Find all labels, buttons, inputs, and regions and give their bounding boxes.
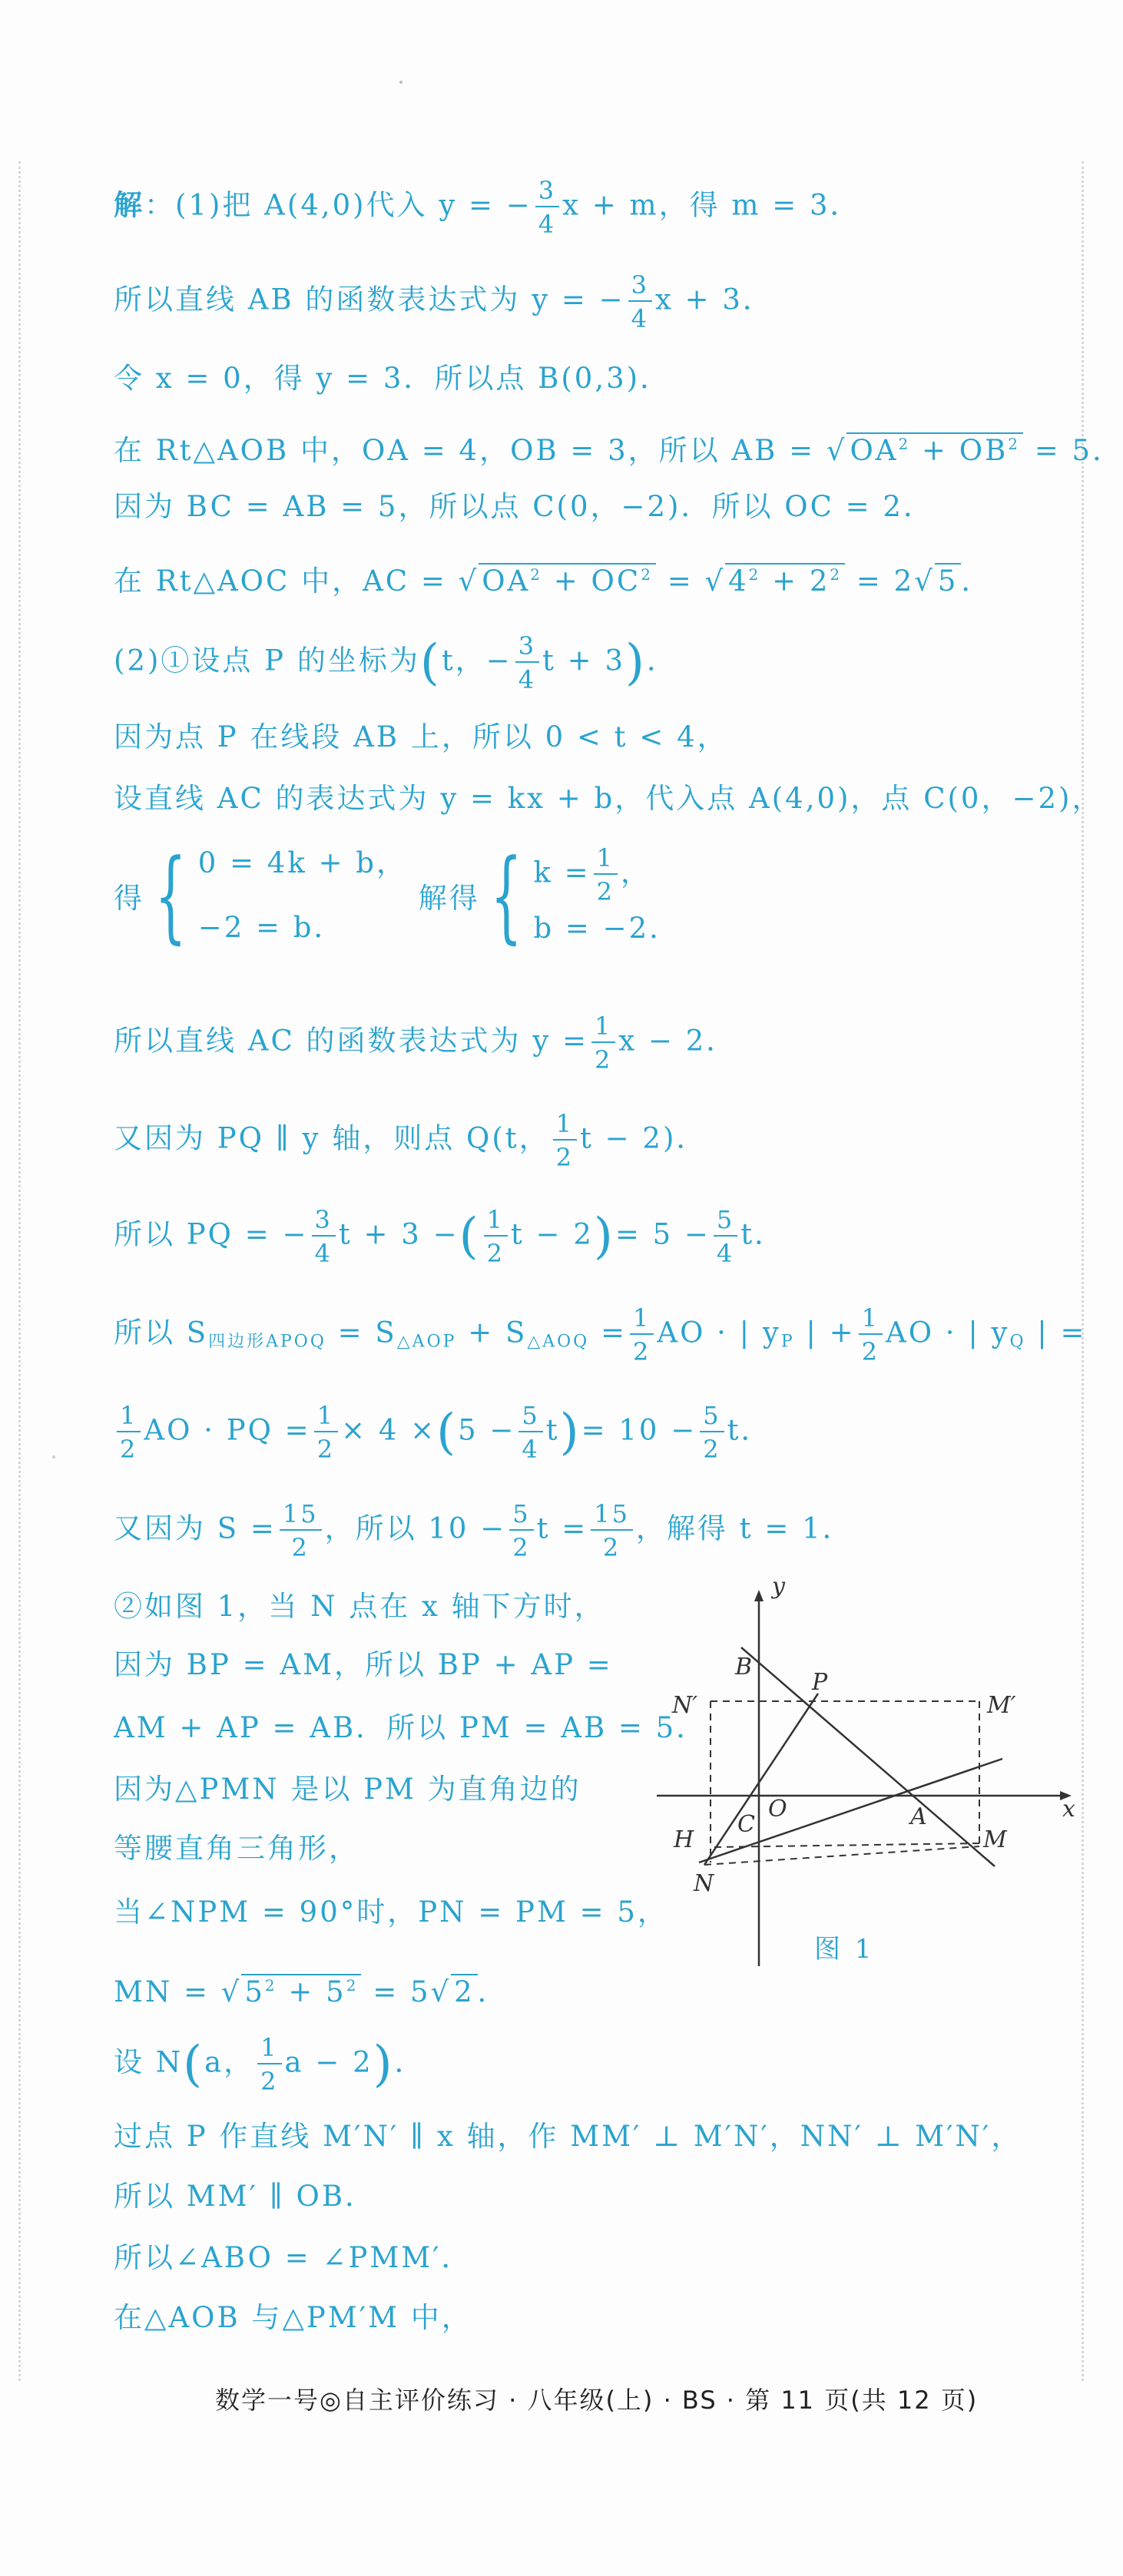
label-n-prime: N′ bbox=[672, 1692, 698, 1719]
y-axis-arrow bbox=[754, 1590, 764, 1601]
segment-mn bbox=[704, 1846, 979, 1865]
fraction: $\frac{1}{2}$ bbox=[594, 846, 618, 904]
fraction: $\frac{1}{2}$ bbox=[591, 1014, 615, 1072]
label-h: H bbox=[674, 1826, 694, 1853]
solution-line-15: $\frac{1}{2}$ AO · PQ = $\frac{1}{2}$ × 4 ×(5 − $\frac{5}{4}$ t)= 10 − $\frac{5}{2}$ t． bbox=[114, 1403, 771, 1462]
label-m-prime: M′ bbox=[987, 1692, 1016, 1719]
solution-line-16: 又因为 S = $\frac{15}{2}$ ，所以 10 − $\frac{5}{2}$ t = $\frac{15}{2}$ ，解得 t = 1． bbox=[114, 1499, 853, 1562]
fraction: $\frac{1}{2}$ bbox=[553, 1111, 577, 1170]
solution-line-8: 因为点 P 在线段 AB 上，所以 0 < t < 4， bbox=[114, 720, 728, 753]
solution-line-11: 所以直线 AC 的函数表达式为 y = $\frac{1}{2}$ x − 2． bbox=[114, 1012, 737, 1074]
solution-line-2: 所以直线 AB 的函数表达式为 y = − $\frac{3}{4}$ x + 3． bbox=[114, 270, 774, 333]
right-margin-line bbox=[1082, 161, 1084, 2381]
label-n: N bbox=[694, 1870, 714, 1897]
solution-line-6: 在 Rt△AOC 中，AC = √ $OA^2 + OC^2$ = √ $4^2 + 2^2 = 2√$ 5 ． bbox=[114, 565, 992, 598]
solution-line-13: 所以 PQ = − $\frac{3}{4}$ t + 3 −( $\frac{1}{2}$ t − 2)= 5 − $\frac{5}{4}$ t． bbox=[114, 1205, 786, 1268]
solution-line-14: 所以 $S_{四边形APOQ} = S_{\triangle AOP} + S_{\triangle AOQ}$ = $\frac{1}{2}$ AO · | $y_P$ | + $\frac{1}{2}$ AO · | $y_Q$ | = bbox=[114, 1303, 1087, 1366]
label-m: M bbox=[983, 1826, 1007, 1853]
line-ab bbox=[741, 1647, 995, 1866]
label-o: O bbox=[768, 1796, 787, 1823]
fraction: $\frac{3}{4}$ bbox=[535, 178, 559, 237]
solution-line-26: 所以 MM′ ∥ OB． bbox=[114, 2180, 376, 2213]
solution-line-23: MN = √ $5^2 + 5^2 = 5√$ 2 ． bbox=[114, 1975, 508, 2008]
fraction: $\frac{3}{4}$ bbox=[515, 634, 539, 692]
fraction: $\frac{3}{4}$ bbox=[628, 273, 652, 331]
label-p: P bbox=[812, 1669, 828, 1696]
solution-line-19: AM + AP = AB．所以 PM = AB = 5． bbox=[114, 1711, 707, 1744]
solution-line-20: 因为△PMN 是以 PM 为直角边的 bbox=[114, 1773, 581, 1806]
solution-line-25: 过点 P 作直线 M′N′ ∥ x 轴，作 MM′ ⊥ M′N′，NN′ ⊥ M′N′， bbox=[114, 2120, 1022, 2153]
solution-line-3: 令 x = 0，得 y = 3．所以点 B(0,3)． bbox=[114, 362, 671, 395]
solution-line-10: 得 { 0 = 4k + b， −2 = b． 解得 { k = $\frac{1}{2}$ ， b = −2． bbox=[114, 837, 681, 954]
solution-line-22: 当∠NPM = 90°时，PN = PM = 5， bbox=[114, 1896, 668, 1929]
label-x: x bbox=[1062, 1796, 1075, 1823]
solution-line-4: 在 Rt△AOB 中，OA = 4，OB = 3，所以 AB = √ $OA^2 + OB^2 = 5$． bbox=[114, 434, 1123, 467]
solution-line-28: 在△AOB 与△PM′M 中， bbox=[114, 2301, 472, 2334]
solution-label: 解 bbox=[114, 187, 144, 222]
segment-pn bbox=[704, 1694, 818, 1865]
solution-line-1: 解：(1)把 A(4,0)代入 y = − $\frac{3}{4}$ x + m，得 m = 3． bbox=[114, 176, 861, 239]
figure-caption: 图 1 bbox=[814, 1934, 875, 1965]
solution-line-18: 因为 BP = AM，所以 BP + AP = bbox=[114, 1648, 613, 1681]
label-a: A bbox=[910, 1803, 927, 1830]
solution-line-27: 所以∠ABO = ∠PMM′． bbox=[114, 2241, 472, 2274]
solution-line-12: 又因为 PQ ∥ y 轴，则点 Q(t， $\frac{1}{2}$ t − 2)． bbox=[114, 1109, 707, 1172]
solution-line-21: 等腰直角三角形， bbox=[114, 1832, 359, 1865]
label-c: C bbox=[737, 1811, 755, 1838]
label-y: y bbox=[772, 1573, 785, 1600]
scan-dot bbox=[399, 81, 402, 84]
label-b: B bbox=[735, 1654, 753, 1680]
left-margin-line bbox=[18, 161, 21, 2381]
solution-line-5: 因为 BC = AB = 5，所以点 C(0，−2)．所以 OC = 2． bbox=[114, 490, 934, 523]
scan-dot bbox=[52, 1455, 55, 1459]
solution-line-7: (2)①设点 P 的坐标为(t，− $\frac{3}{4}$ t + 3)． bbox=[114, 631, 677, 694]
solution-line-17: ②如图 1，当 N 点在 x 轴下方时， bbox=[114, 1590, 605, 1623]
page-footer: 数学一号◎自主评价练习 · 八年级(上) · BS · 第 11 页(共 12 页) bbox=[215, 2386, 979, 2415]
solution-line-9: 设直线 AC 的表达式为 y = kx + b，代入点 A(4,0)，点 C(0，−2)， bbox=[114, 782, 1103, 815]
solution-line-24: 设 N(a， $\frac{1}{2}$ a − 2)． bbox=[114, 2033, 426, 2096]
